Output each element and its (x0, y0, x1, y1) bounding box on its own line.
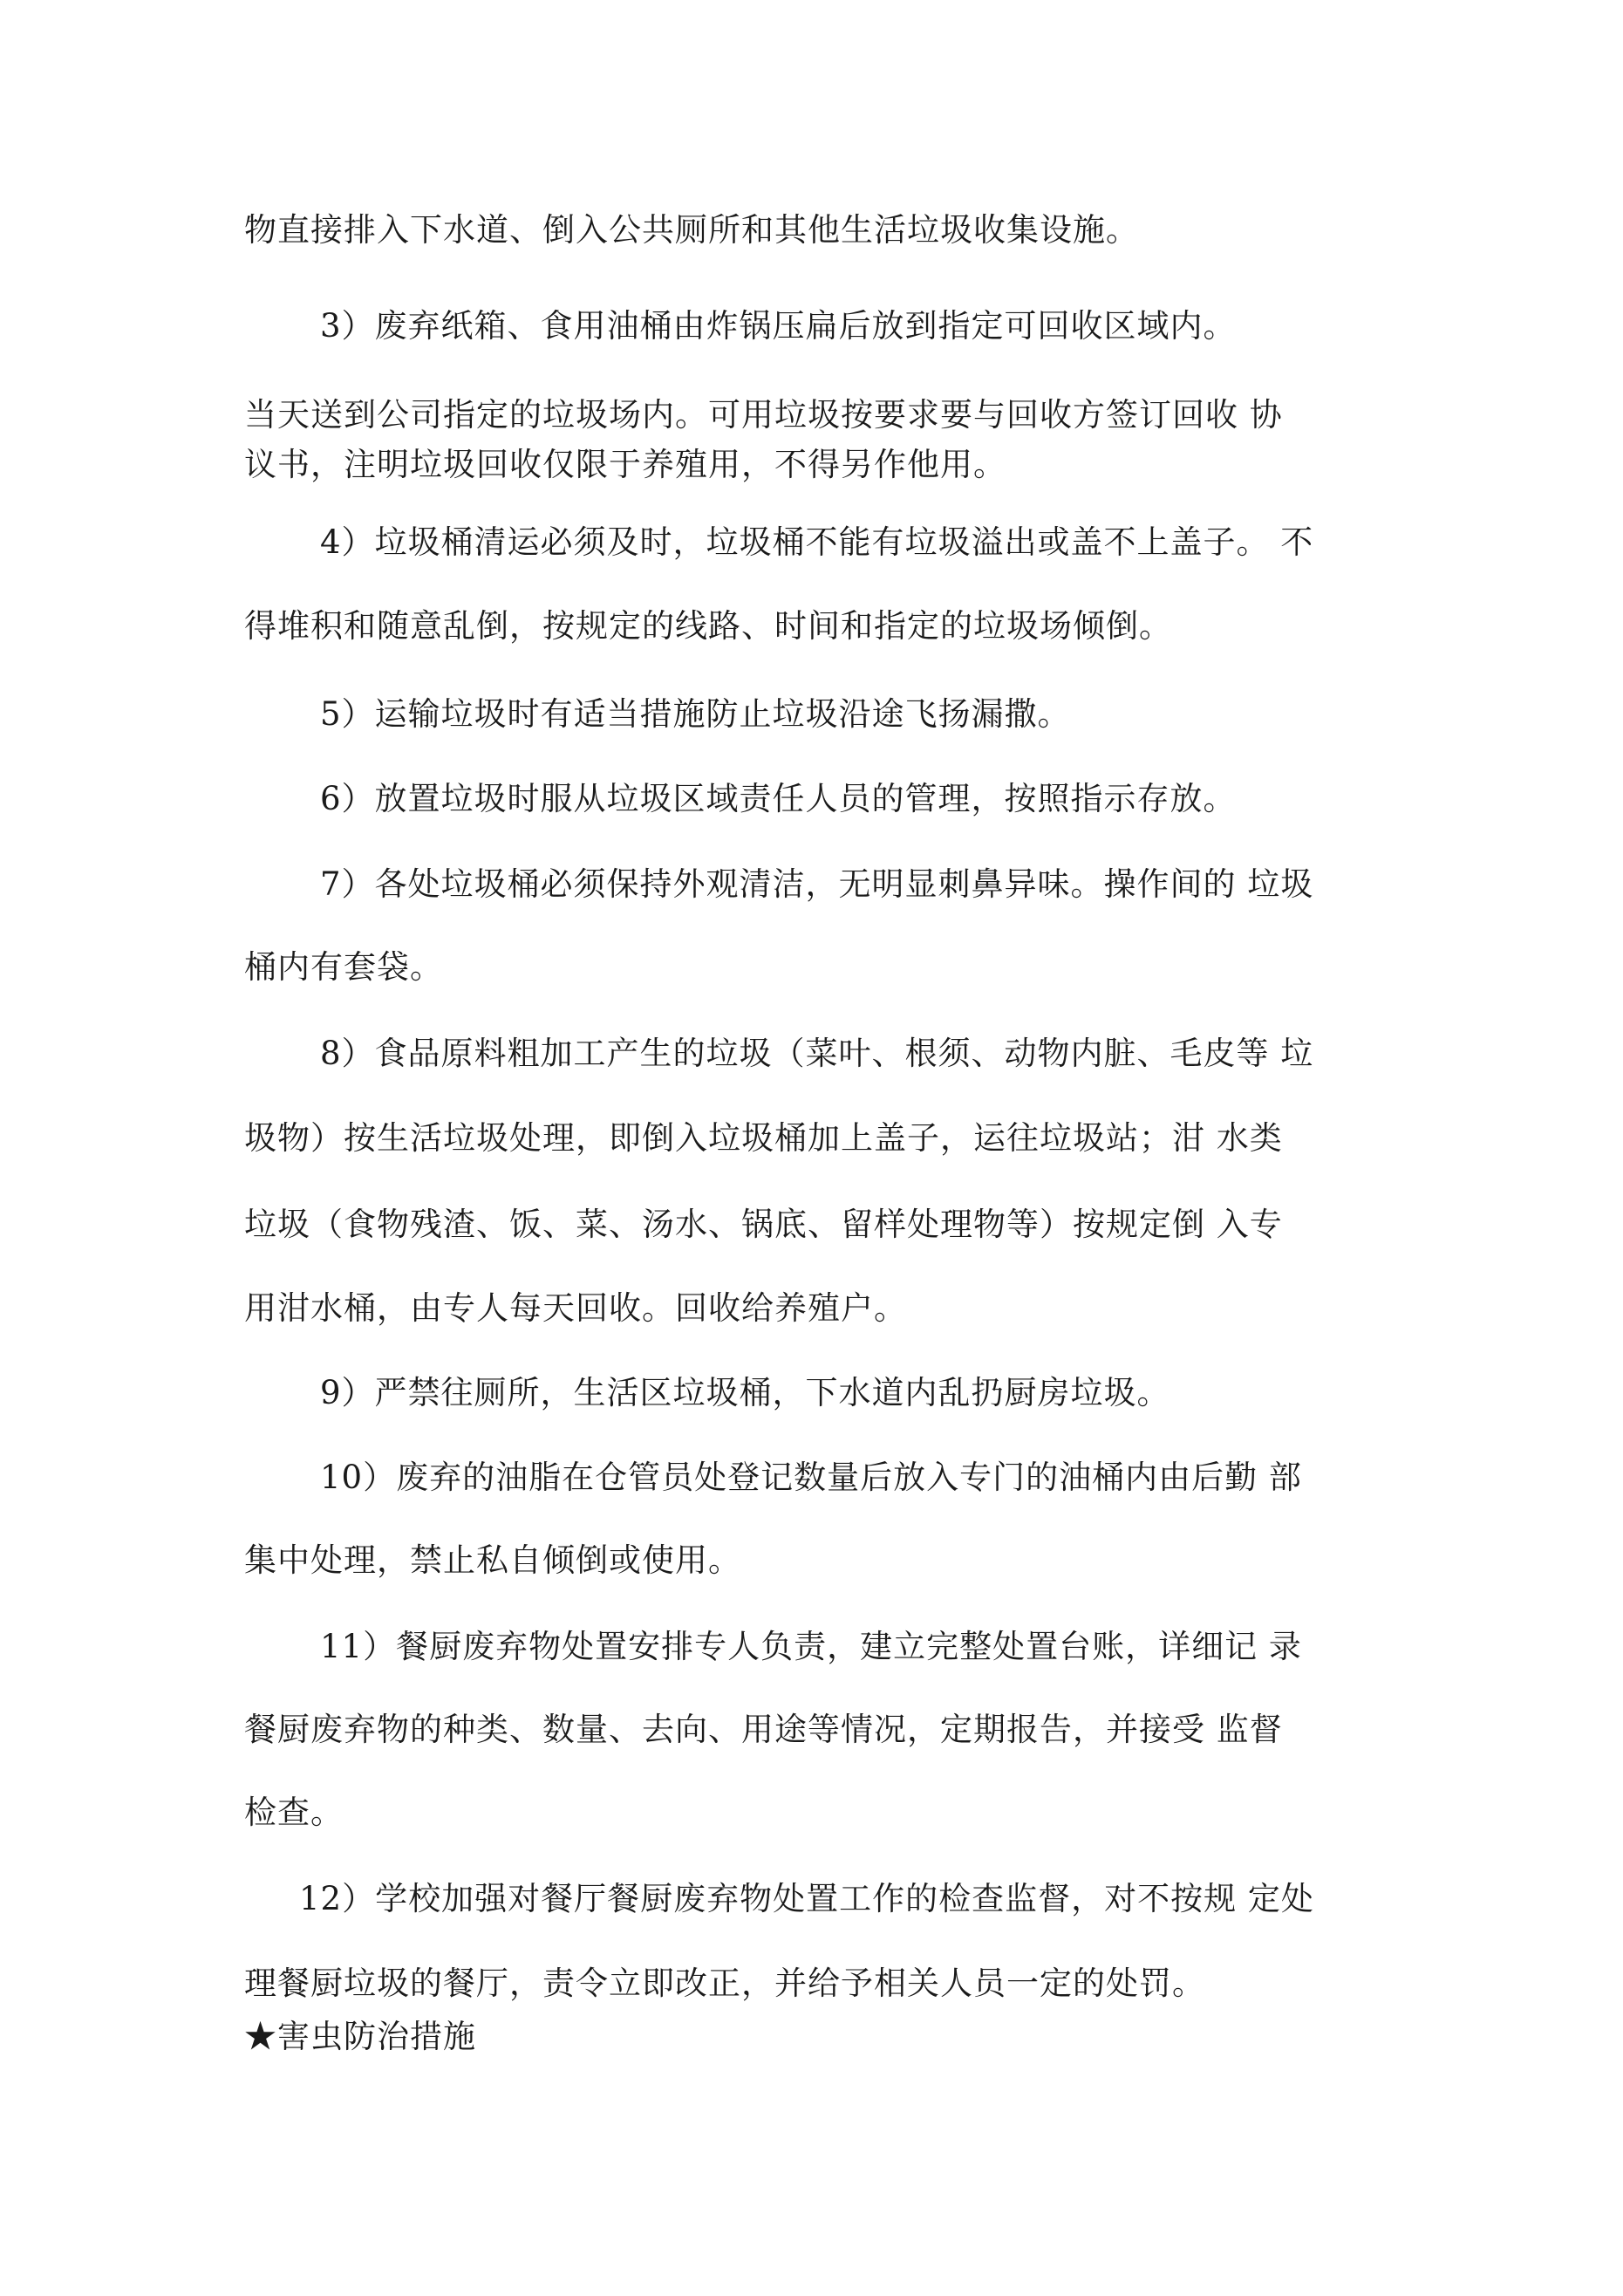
text-line: 圾物）按生活垃圾处理，即倒入垃圾桶加上盖子，运往垃圾站；泔 水类 (244, 1119, 1283, 1157)
text-line: 8）食品原料粗加工产生的垃圾（菜叶、根须、动物内脏、毛皮等 垃 (320, 1035, 1314, 1072)
text-line: 11）餐厨废弃物处置安排专人负责，建立完整处置台账，详细记 录 (320, 1628, 1302, 1665)
text-line: 检查。 (244, 1794, 344, 1831)
text-line: 10）废弃的油脂在仓管员处登记数量后放入专门的油桶内由后勤 部 (320, 1459, 1302, 1496)
text-line: 理餐厨垃圾的餐厅，责令立即改正，并给予相关人员一定的处罚。 (244, 1965, 1205, 2002)
text-line: 用泔水桶，由专人每天回收。回收给养殖户。 (244, 1289, 907, 1327)
text-line: 7）各处垃圾桶必须保持外观清洁，无明显刺鼻异味。操作间的 垃圾 (320, 865, 1314, 903)
text-line: 9）严禁往厕所，生活区垃圾桶，下水道内乱扔厨房垃圾。 (320, 1374, 1170, 1411)
text-line: 4）垃圾桶清运必须及时，垃圾桶不能有垃圾溢出或盖不上盖子。 不 (320, 523, 1314, 561)
section-heading: ★害虫防治措施 (244, 2018, 476, 2055)
text-line: 物直接排入下水道、倒入公共厕所和其他生活垃圾收集设施。 (244, 211, 1139, 249)
text-line: 6）放置垃圾时服从垃圾区域责任人员的管理，按照指示存放。 (320, 780, 1237, 817)
text-line: 得堆积和随意乱倒，按规定的线路、时间和指定的垃圾场倾倒。 (244, 607, 1172, 645)
text-line: 餐厨废弃物的种类、数量、去向、用途等情况，定期报告，并接受 监督 (244, 1711, 1283, 1748)
text-line: 垃圾（食物残渣、饭、菜、汤水、锅底、留样处理物等）按规定倒 入专 (244, 1206, 1283, 1243)
text-line: 议书，注明垃圾回收仅限于养殖用，不得另作他用。 (244, 446, 1006, 483)
text-line: 5）运输垃圾时有适当措施防止垃圾沿途飞扬漏撒。 (320, 695, 1071, 733)
text-line: 当天送到公司指定的垃圾场内。可用垃圾按要求要与回收方签订回收 协 (244, 396, 1283, 434)
text-line: 3）废弃纸箱、食用油桶由炸锅压扁后放到指定可回收区域内。 (320, 307, 1237, 345)
text-line: 桶内有套袋。 (244, 948, 443, 986)
text-line: 12）学校加强对餐厅餐厨废弃物处置工作的检查监督，对不按规 定处 (299, 1880, 1314, 1917)
text-line: 集中处理，禁止私自倾倒或使用。 (244, 1541, 741, 1579)
